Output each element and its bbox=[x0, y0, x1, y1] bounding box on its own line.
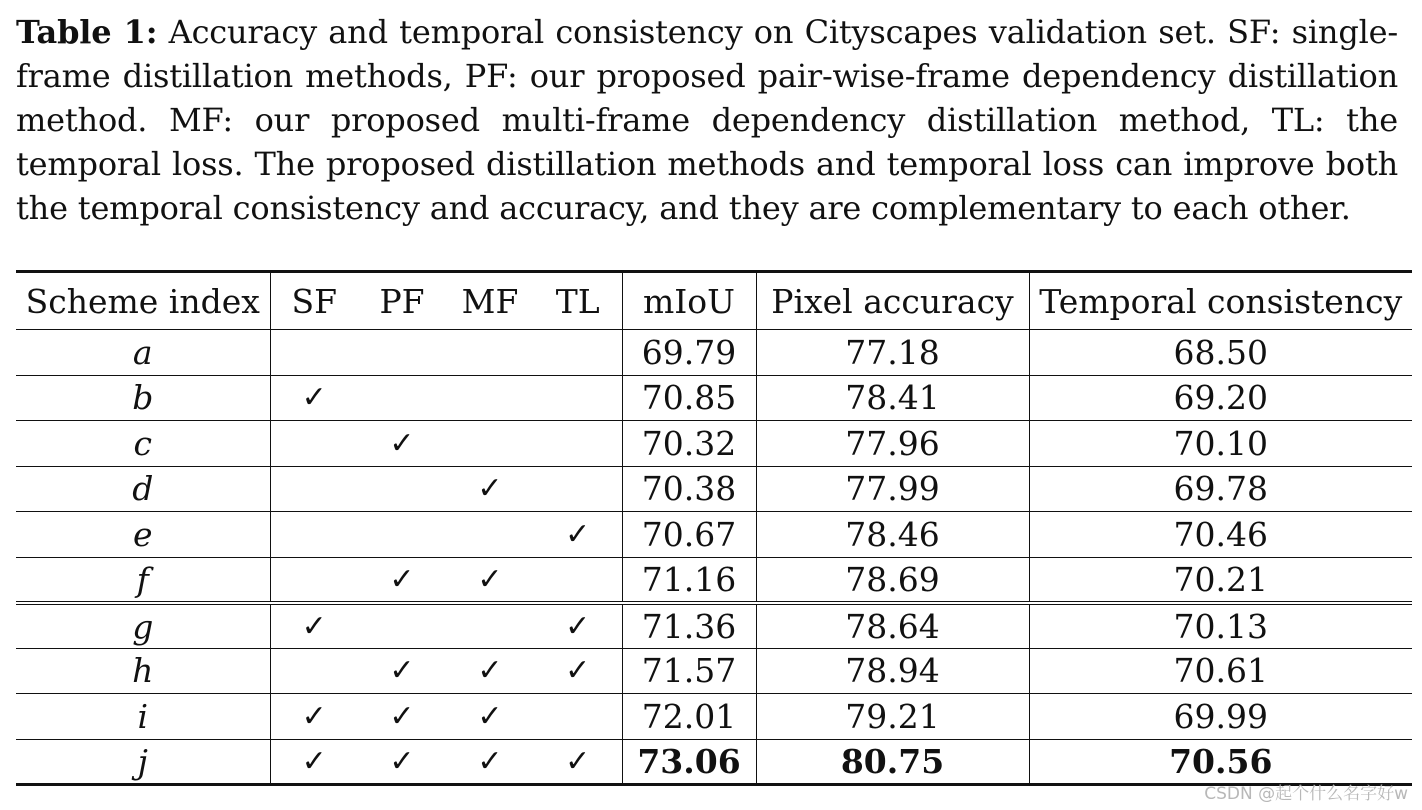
cell-pf bbox=[358, 330, 446, 376]
cell-miou: 72.01 bbox=[622, 694, 756, 740]
cell-scheme: e bbox=[16, 512, 270, 558]
table-row bbox=[16, 694, 1412, 740]
cell-pf bbox=[358, 466, 446, 512]
header-temporal-consistency: Temporal consistency bbox=[1029, 272, 1412, 330]
cell-mf bbox=[446, 375, 534, 421]
table-row bbox=[16, 421, 1412, 467]
cell-scheme: h bbox=[16, 648, 270, 694]
cell-pixel-accuracy: 78.46 bbox=[756, 512, 1029, 558]
cell-pf: ✓ bbox=[358, 421, 446, 467]
cell-temporal-consistency: 70.21 bbox=[1029, 557, 1412, 603]
cell-miou-best: 73.06 bbox=[622, 739, 756, 785]
cell-pf bbox=[358, 375, 446, 421]
table-row bbox=[16, 330, 1412, 376]
cell-mf: ✓ bbox=[446, 694, 534, 740]
cell-tl bbox=[534, 466, 622, 512]
cell-miou: 70.38 bbox=[622, 466, 756, 512]
cell-tl bbox=[534, 694, 622, 740]
cell-miou: 69.79 bbox=[622, 330, 756, 376]
cell-sf bbox=[270, 421, 358, 467]
cell-pf bbox=[358, 512, 446, 558]
cell-pixel-accuracy-best: 80.75 bbox=[756, 739, 1029, 785]
cell-mf: ✓ bbox=[446, 557, 534, 603]
cell-temporal-consistency-best: 70.56 bbox=[1029, 739, 1412, 785]
cell-temporal-consistency: 70.46 bbox=[1029, 512, 1412, 558]
cell-temporal-consistency: 70.10 bbox=[1029, 421, 1412, 467]
results-table bbox=[16, 270, 1412, 786]
cell-pixel-accuracy: 77.96 bbox=[756, 421, 1029, 467]
header-scheme-index: Scheme index bbox=[16, 272, 270, 330]
watermark: CSDN @起个什么名字好w bbox=[1204, 784, 1408, 804]
cell-sf bbox=[270, 648, 358, 694]
cell-tl bbox=[534, 421, 622, 467]
caption-label: Table 1: bbox=[16, 13, 158, 51]
cell-miou: 70.85 bbox=[622, 375, 756, 421]
cell-miou: 70.67 bbox=[622, 512, 756, 558]
cell-tl bbox=[534, 557, 622, 603]
cell-pf: ✓ bbox=[358, 648, 446, 694]
cell-pixel-accuracy: 78.69 bbox=[756, 557, 1029, 603]
cell-temporal-consistency: 69.20 bbox=[1029, 375, 1412, 421]
cell-pixel-accuracy: 78.64 bbox=[756, 603, 1029, 649]
cell-tl bbox=[534, 375, 622, 421]
cell-sf: ✓ bbox=[270, 739, 358, 785]
header-pf: PF bbox=[358, 272, 446, 330]
header-mf: MF bbox=[446, 272, 534, 330]
table-row bbox=[16, 512, 1412, 558]
cell-scheme: d bbox=[16, 466, 270, 512]
cell-scheme: j bbox=[16, 739, 270, 785]
cell-miou: 71.16 bbox=[622, 557, 756, 603]
header-miou: mIoU bbox=[622, 272, 756, 330]
cell-sf bbox=[270, 512, 358, 558]
table-row bbox=[16, 375, 1412, 421]
cell-pixel-accuracy: 77.99 bbox=[756, 466, 1029, 512]
table-row bbox=[16, 739, 1412, 785]
cell-pixel-accuracy: 77.18 bbox=[756, 330, 1029, 376]
cell-pf: ✓ bbox=[358, 694, 446, 740]
cell-sf bbox=[270, 330, 358, 376]
cell-miou: 71.36 bbox=[622, 603, 756, 649]
cell-sf: ✓ bbox=[270, 375, 358, 421]
cell-tl: ✓ bbox=[534, 512, 622, 558]
cell-mf bbox=[446, 421, 534, 467]
cell-mf bbox=[446, 603, 534, 649]
cell-scheme: c bbox=[16, 421, 270, 467]
cell-miou: 71.57 bbox=[622, 648, 756, 694]
cell-sf bbox=[270, 557, 358, 603]
cell-temporal-consistency: 70.61 bbox=[1029, 648, 1412, 694]
cell-pf: ✓ bbox=[358, 557, 446, 603]
caption-text: Accuracy and temporal consistency on Cityscapes validation set. SF: single-frame distillation methods, PF: our proposed pair-wise-frame dependency distillation method. MF: our proposed multi-frame dependency distillation method, TL: the temporal loss. The proposed distillation methods and temporal loss can improve both the temporal consistency and accuracy, and they are complementary to each other. bbox=[16, 13, 1398, 227]
cell-mf bbox=[446, 330, 534, 376]
cell-scheme: f bbox=[16, 557, 270, 603]
cell-tl: ✓ bbox=[534, 739, 622, 785]
cell-scheme: g bbox=[16, 603, 270, 649]
cell-pixel-accuracy: 78.41 bbox=[756, 375, 1029, 421]
results-table-container bbox=[16, 270, 1412, 786]
table-row bbox=[16, 648, 1412, 694]
cell-temporal-consistency: 69.99 bbox=[1029, 694, 1412, 740]
cell-pf bbox=[358, 603, 446, 649]
header-tl: TL bbox=[534, 272, 622, 330]
cell-sf bbox=[270, 466, 358, 512]
table-caption bbox=[16, 10, 1398, 230]
cell-temporal-consistency: 70.13 bbox=[1029, 603, 1412, 649]
cell-sf: ✓ bbox=[270, 603, 358, 649]
header-sf: SF bbox=[270, 272, 358, 330]
cell-sf: ✓ bbox=[270, 694, 358, 740]
cell-mf: ✓ bbox=[446, 648, 534, 694]
cell-tl: ✓ bbox=[534, 603, 622, 649]
table-row bbox=[16, 466, 1412, 512]
cell-temporal-consistency: 69.78 bbox=[1029, 466, 1412, 512]
cell-pixel-accuracy: 79.21 bbox=[756, 694, 1029, 740]
cell-mf bbox=[446, 512, 534, 558]
table-row bbox=[16, 557, 1412, 603]
cell-scheme: a bbox=[16, 330, 270, 376]
header-pixel-accuracy: Pixel accuracy bbox=[756, 272, 1029, 330]
cell-mf: ✓ bbox=[446, 739, 534, 785]
cell-scheme: i bbox=[16, 694, 270, 740]
cell-mf: ✓ bbox=[446, 466, 534, 512]
cell-miou: 70.32 bbox=[622, 421, 756, 467]
cell-temporal-consistency: 68.50 bbox=[1029, 330, 1412, 376]
cell-scheme: b bbox=[16, 375, 270, 421]
table-header-row bbox=[16, 272, 1412, 330]
cell-tl bbox=[534, 330, 622, 376]
table-row bbox=[16, 603, 1412, 649]
cell-pf: ✓ bbox=[358, 739, 446, 785]
cell-pixel-accuracy: 78.94 bbox=[756, 648, 1029, 694]
cell-tl: ✓ bbox=[534, 648, 622, 694]
